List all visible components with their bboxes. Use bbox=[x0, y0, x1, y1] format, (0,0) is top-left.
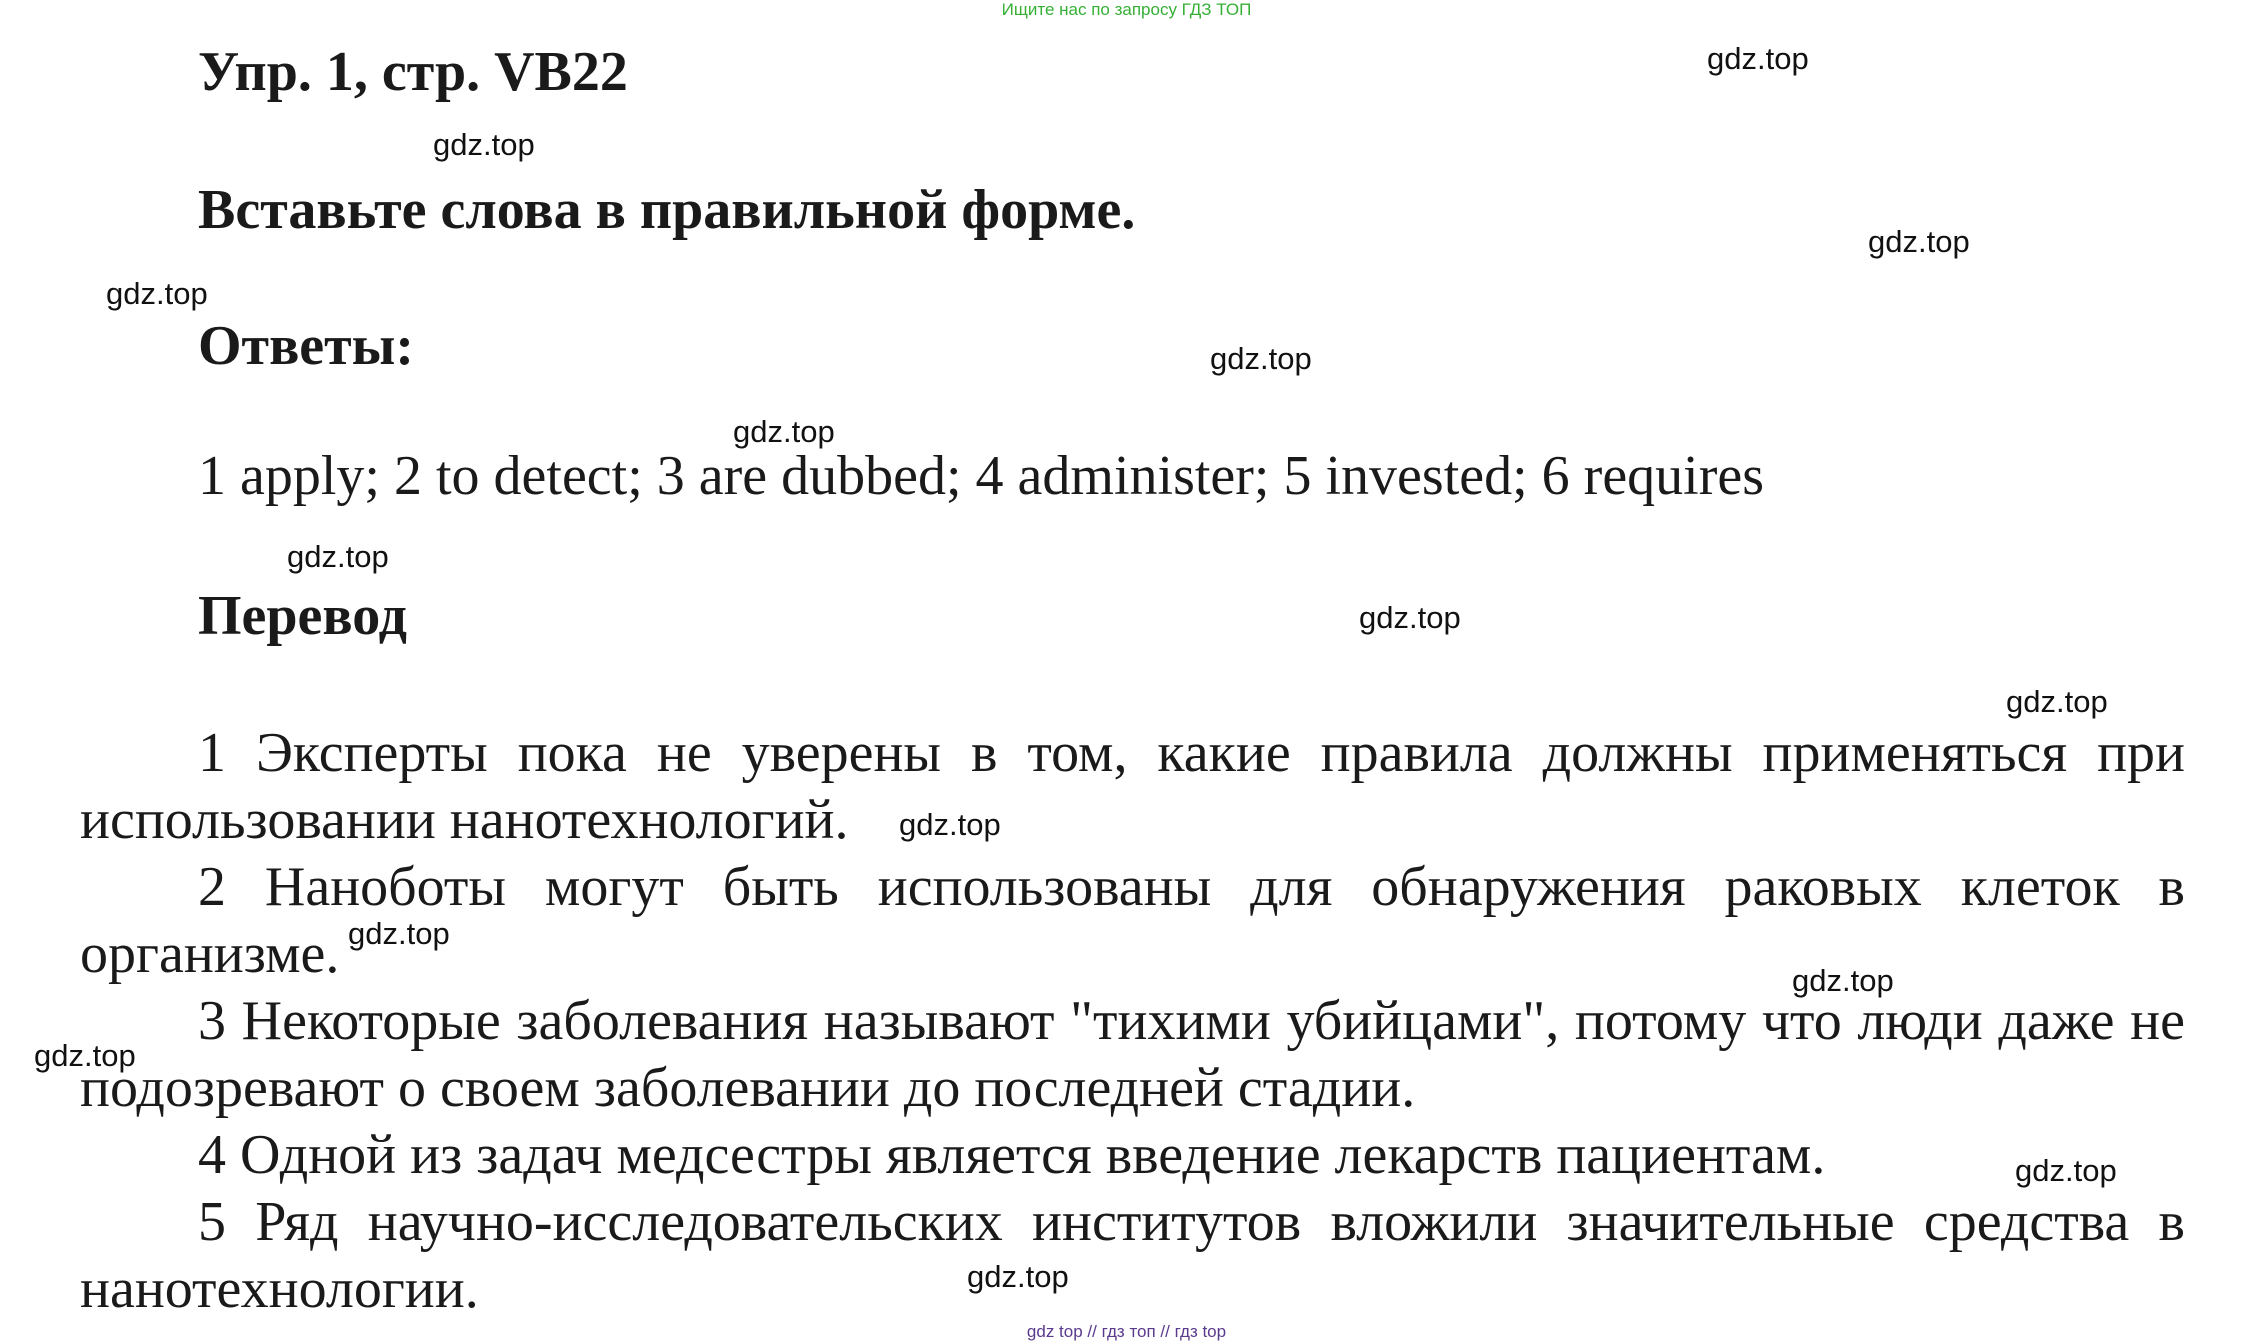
watermark: gdz.top bbox=[106, 276, 208, 311]
watermark: gdz.top bbox=[433, 127, 535, 162]
footer-links[interactable]: gdz top // гдз топ // гдз top bbox=[1026, 1322, 1227, 1341]
watermark: gdz.top bbox=[34, 1038, 136, 1073]
watermark: gdz.top bbox=[1792, 963, 1894, 998]
watermark: gdz.top bbox=[1868, 224, 1970, 259]
answers-text: 1 apply; 2 to detect; 3 are dubbed; 4 administer; 5 invested; 6 requires bbox=[198, 445, 1765, 507]
watermark: gdz.top bbox=[1210, 341, 1312, 376]
translation-item: 1 Эксперты пока не уверены в том, какие правила должны применяться при использовании нанотехнологий. bbox=[80, 722, 2185, 851]
translation-heading: Перевод bbox=[198, 585, 407, 647]
watermark: gdz.top bbox=[348, 916, 450, 951]
watermark: gdz.top bbox=[1359, 600, 1461, 635]
watermark: gdz.top bbox=[1707, 41, 1809, 76]
exercise-title: Упр. 1, стр. VB22 bbox=[198, 41, 628, 103]
translation-item: 3 Некоторые заболевания называют "тихими убийцами", потому что люди даже не подозревают о своем заболевании до последней стадии. bbox=[80, 990, 2185, 1119]
watermark: gdz.top bbox=[2006, 684, 2108, 719]
watermark: gdz.top bbox=[899, 807, 1001, 842]
top-banner[interactable]: Ищите нас по запросу ГДЗ ТОП bbox=[1001, 0, 1252, 19]
translation-list bbox=[80, 720, 2185, 1323]
watermark: gdz.top bbox=[733, 414, 835, 449]
task-instruction: Вставьте слова в правильной форме. bbox=[198, 179, 1136, 241]
translation-item: 2 Наноботы могут быть использованы для обнаружения раковых клеток в организме. bbox=[80, 856, 2185, 985]
answers-heading: Ответы: bbox=[198, 315, 415, 377]
watermark: gdz.top bbox=[967, 1259, 1069, 1294]
watermark: gdz.top bbox=[2015, 1153, 2117, 1188]
watermark: gdz.top bbox=[287, 539, 389, 574]
translation-item: 5 Ряд научно-исследовательских институтов вложили значительные средства в нанотехнологии. bbox=[80, 1191, 2185, 1320]
translation-item: 4 Одной из задач медсестры является введение лекарств пациентам. bbox=[198, 1124, 1826, 1186]
